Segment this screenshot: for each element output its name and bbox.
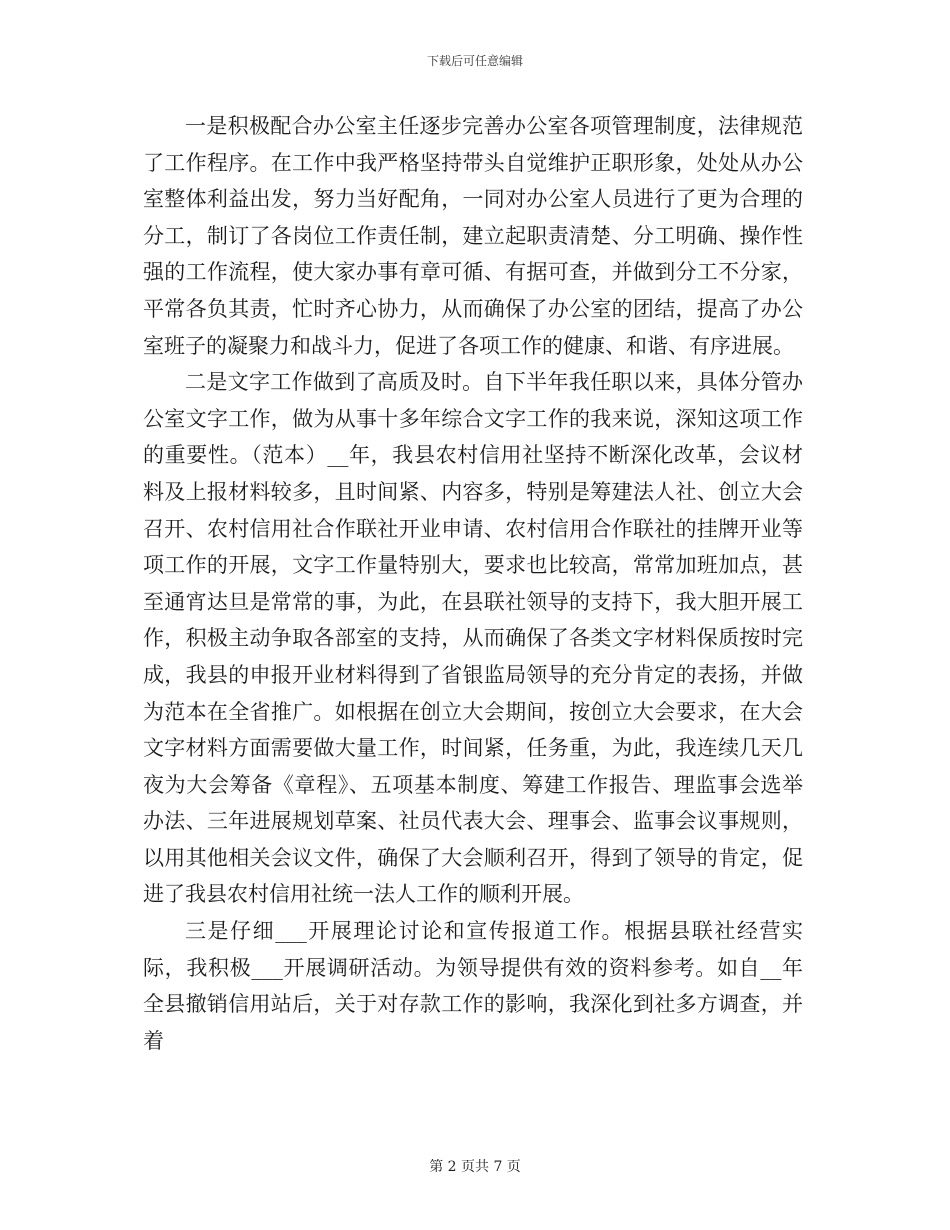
paragraph-2: 二是文字工作做到了高质及时。自下半年我任职以来，具体分管办公室文字工作，做为从事十多年综合文字工作的我来说，深知这项工作的重要性。（范本）__年，我县农村信用社坚持不断深化改革，会议材料及上报材料较多，且时间紧、内容多，特别是筹建法人社、创立大会召开、农村信用社合作联社开业申请、农村信用合作联社的挂牌开业等项工作的开展，文字工作量特别大，要求也比较高，常常加班加点，甚至通宵达旦是常常的事，为此，在县联社领导的支持下，我大胆开展工作，积极主动争取各部室的支持，从而确保了各类文字材料保质按时完成，我县的申报开业材料得到了省银监局领导的充分肯定的表扬，并做为范本在全省推广。如根据在创立大会期间，按创立大会要求，在大会文字材料方面需要做大量工作，时间紧，任务重，为此，我连续几天几夜为大会筹备《章程》、五项基本制度、筹建工作报告、理监事会选举办法、三年进展规划草案、社员代表大会、理事会、监事会议事规则，以用其他相关会议文件，确保了大会顺利召开，得到了领导的肯定，促进了我县农村信用社统一法人工作的顺利开展。 [143, 370, 803, 907]
paragraph-1: 一是积极配合办公室主任逐步完善办公室各项管理制度，法律规范了工作程序。在工作中我严格坚持带头自觉维护正职形象，处处从办公室整体利益出发，努力当好配角，一同对办公室人员进行了更为合理的分工，制订了各岗位工作责任制，建立起职责清楚、分工明确、操作性强的工作流程，使大家办事有章可循、有据可查，并做到分工不分家，平常各负其责，忙时齐心协力，从而确保了办公室的团结，提高了办公室班子的凝聚力和战斗力，促进了各项工作的健康、和谐、有序进展。 [143, 114, 803, 358]
document-body [143, 108, 803, 1059]
page-footer: 第 2 页共 7 页 [429, 1159, 521, 1175]
paragraph-3: 三是仔细___开展理论讨论和宣传报道工作。根据县联社经营实际，我积极___开展调研活动。为领导提供有效的资料参考。如自__年全县撤销信用站后，关于对存款工作的影响，我深化到社多方调查，并着 [143, 919, 803, 1053]
page-header: 下载后可任意编辑 [426, 54, 523, 68]
